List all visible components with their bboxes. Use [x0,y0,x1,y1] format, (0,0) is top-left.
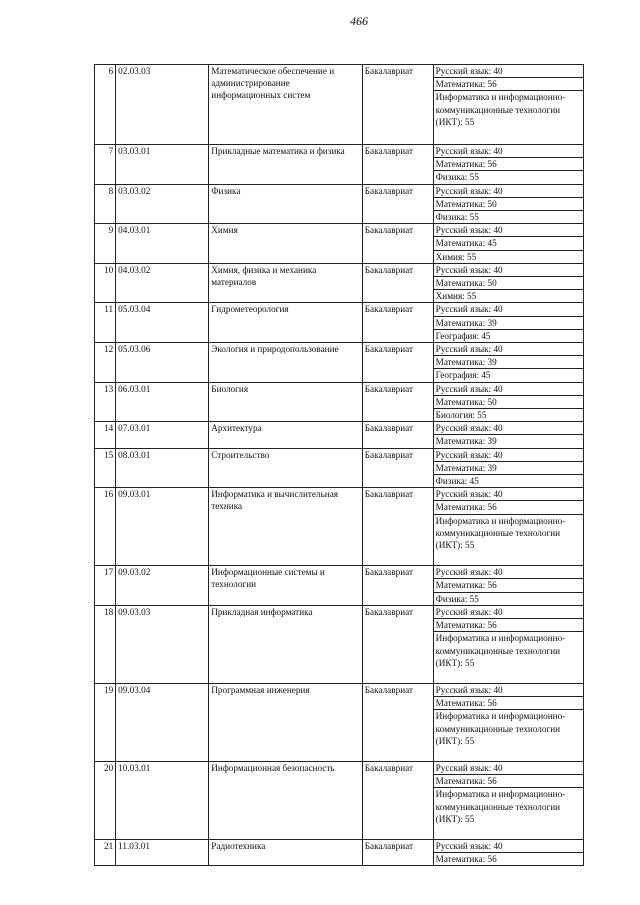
exam-requirement: Физика: 55 [434,210,583,223]
direction-code: 04.03.01 [116,224,209,264]
admission-table [94,64,584,866]
education-level: Бакалавриат [362,263,433,303]
exam-requirement: Математика: 56 [434,157,583,170]
direction-name: Прикладная информатика [209,605,362,683]
requirements-cell [433,382,583,422]
exam-requirement: Математика: 39 [434,355,583,368]
table-row [95,683,584,761]
exam-requirement: Русский язык: 40 [435,264,503,275]
requirements-cell [433,224,583,264]
row-number: 18 [95,605,116,683]
exam-requirement: География: 45 [434,329,583,342]
direction-name: Радиотехника [209,839,362,865]
requirements-cell [433,566,583,606]
exam-requirement: Математика: 50 [434,395,583,408]
exam-requirement: Математика: 45 [434,236,583,249]
table-row [95,224,584,264]
page-number: 466 [350,14,368,28]
row-number: 15 [95,448,116,488]
exam-requirement: Физика: 55 [434,170,583,183]
exam-requirement: Химия: 55 [434,289,583,302]
direction-name: Химия, физика и механика материалов [209,263,362,303]
education-level: Бакалавриат [362,683,433,761]
direction-name: Программная инженерия [209,683,362,761]
requirements-cell [433,605,583,683]
table-row [95,343,584,383]
row-number: 9 [95,224,116,264]
direction-code: 06.03.01 [116,382,209,422]
direction-code: 11.03.01 [116,839,209,865]
requirements-cell [433,145,583,185]
exam-requirement: Физика: 55 [434,592,583,605]
table-row [95,382,584,422]
exam-requirement: Информатика и информационно-коммуникационные технологии (ИКТ): 55 [434,631,583,669]
exam-requirement: Математика: 56 [434,618,583,631]
education-level: Бакалавриат [362,184,433,224]
education-level: Бакалавриат [362,566,433,606]
table-row [95,761,584,839]
table-row [95,566,584,606]
exam-requirement: Русский язык: 40 [435,489,503,500]
table-row [95,448,584,488]
exam-requirement: Математика: 39 [434,461,583,474]
exam-requirement: Русский язык: 40 [435,449,503,460]
education-level: Бакалавриат [362,382,433,422]
direction-name: Биология [209,382,362,422]
direction-name: Строительство [209,448,362,488]
education-level: Бакалавриат [362,145,433,185]
education-level: Бакалавриат [362,761,433,839]
exam-requirement: Математика: 56 [434,578,583,591]
direction-code: 09.03.01 [116,488,209,566]
row-number: 21 [95,839,116,865]
exam-requirement: География: 45 [434,368,583,381]
table-row [95,65,584,145]
direction-name: Информационные системы и технологии [209,566,362,606]
requirements-cell [433,761,583,839]
row-number: 20 [95,761,116,839]
table-row [95,303,584,343]
direction-name: Прикладные математика и физика [209,145,362,185]
table-row [95,839,584,865]
direction-code: 09.03.02 [116,566,209,606]
table-row [95,145,584,185]
requirements-cell [433,422,583,448]
exam-requirement: Русский язык: 40 [435,423,503,434]
direction-name: Информатика и вычислительная техника [209,488,362,566]
education-level: Бакалавриат [362,343,433,383]
row-number: 19 [95,683,116,761]
direction-name: Гидрометеорология [209,303,362,343]
exam-requirement: Русский язык: 40 [435,606,503,617]
row-number: 12 [95,343,116,383]
exam-requirement: Информатика и информационно-коммуникационные технологии (ИКТ): 55 [434,787,583,825]
exam-requirement: Русский язык: 40 [435,344,503,355]
direction-name: Архитектура [209,422,362,448]
row-number: 17 [95,566,116,606]
education-level: Бакалавриат [362,605,433,683]
requirements-cell [433,263,583,303]
direction-name: Информационная безопасность [209,761,362,839]
education-level: Бакалавриат [362,224,433,264]
education-level: Бакалавриат [362,839,433,865]
education-level: Бакалавриат [362,422,433,448]
exam-requirement: Русский язык: 40 [435,185,503,196]
requirements-cell [433,839,583,865]
exam-requirement: Русский язык: 40 [435,66,503,76]
requirements-cell [433,488,583,566]
table-row [95,263,584,303]
direction-code: 09.03.03 [116,605,209,683]
row-number: 7 [95,145,116,185]
row-number: 6 [95,65,116,145]
direction-code: 02.03.03 [116,65,209,145]
table-row [95,422,584,448]
row-number: 16 [95,488,116,566]
direction-code: 07.03.01 [116,422,209,448]
direction-code: 10.03.01 [116,761,209,839]
exam-requirement: Физика: 45 [434,474,583,487]
direction-name: Физика [209,184,362,224]
direction-code: 03.03.01 [116,145,209,185]
row-number: 11 [95,303,116,343]
direction-name: Экология и природопользование [209,343,362,383]
requirements-cell [433,343,583,383]
requirements-cell [433,683,583,761]
requirements-cell [433,184,583,224]
table-row [95,605,584,683]
direction-name: Химия [209,224,362,264]
exam-requirement: Русский язык: 40 [435,225,503,236]
row-number: 8 [95,184,116,224]
exam-requirement: Русский язык: 40 [435,684,503,695]
requirements-cell [433,303,583,343]
education-level: Бакалавриат [362,488,433,566]
exam-requirement: Математика: 50 [434,197,583,210]
direction-code: 05.03.04 [116,303,209,343]
exam-requirement: Математика: 50 [434,276,583,289]
direction-code: 04.03.02 [116,263,209,303]
requirements-cell [433,65,583,145]
row-number: 10 [95,263,116,303]
exam-requirement: Русский язык: 40 [435,383,503,394]
exam-requirement: Информатика и информационно-коммуникационные технологии (ИКТ): 55 [434,709,583,747]
exam-requirement: Русский язык: 40 [435,762,503,773]
direction-code: 09.03.04 [116,683,209,761]
exam-requirement: Информатика и информационно-коммуникационные технологии (ИКТ): 55 [434,90,583,128]
table-body [95,65,584,866]
exam-requirement: Химия: 55 [434,250,583,263]
exam-requirement: Математика: 56 [434,774,583,787]
direction-code: 03.03.02 [116,184,209,224]
direction-code: 05.03.06 [116,343,209,383]
exam-requirement: Математика: 39 [434,434,583,447]
education-level: Бакалавриат [362,65,433,145]
exam-requirement: Русский язык: 40 [435,840,503,851]
education-level: Бакалавриат [362,303,433,343]
exam-requirement: Русский язык: 40 [435,567,503,578]
exam-requirement: Математика: 56 [434,852,583,865]
exam-requirement: Русский язык: 40 [435,304,503,315]
exam-requirement: Математика: 56 [434,696,583,709]
direction-name: Математическое обеспечение и администрирование информационных систем [209,65,362,145]
table-row [95,488,584,566]
exam-requirement: Информатика и информационно-коммуникационные технологии (ИКТ): 55 [434,514,583,552]
requirements-cell [433,448,583,488]
direction-code: 08.03.01 [116,448,209,488]
exam-requirement: Русский язык: 40 [435,146,503,156]
exam-requirement: Математика: 56 [434,77,583,90]
row-number: 14 [95,422,116,448]
exam-requirement: Биология: 55 [434,408,583,421]
education-level: Бакалавриат [362,448,433,488]
row-number: 13 [95,382,116,422]
exam-requirement: Математика: 56 [434,500,583,513]
table-row [95,184,584,224]
exam-requirement: Математика: 39 [434,316,583,329]
